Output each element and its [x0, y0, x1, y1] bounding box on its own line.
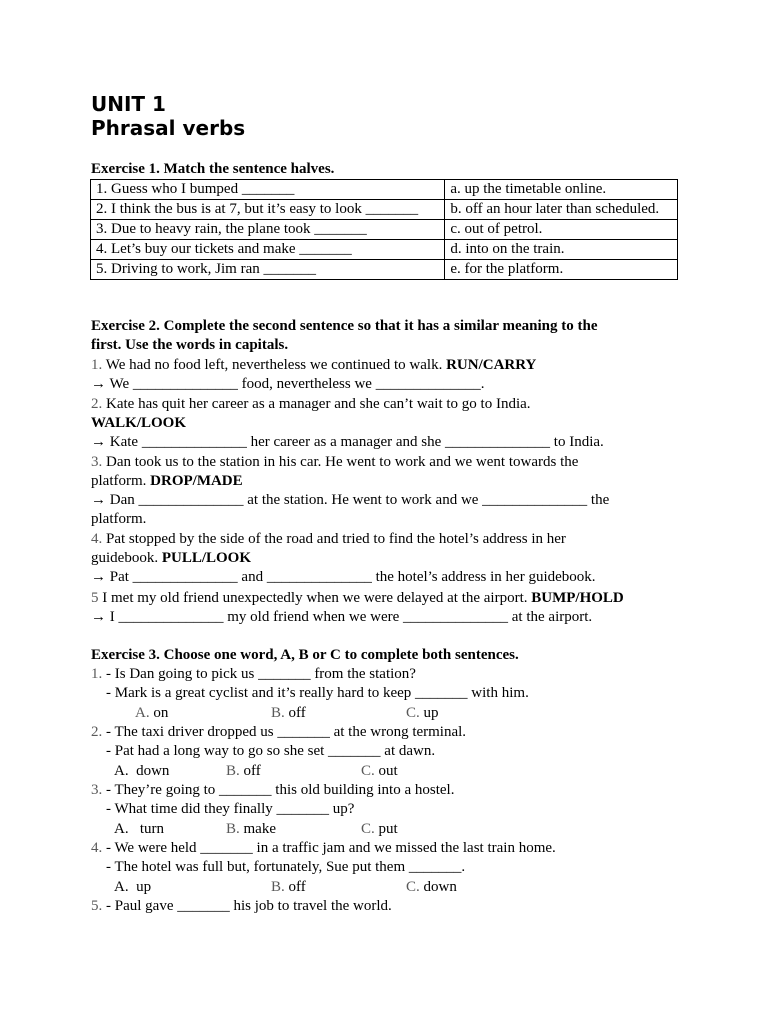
option-c[interactable]: C. out — [361, 763, 398, 779]
item-sentence: platform. — [91, 473, 147, 489]
arrow-icon: → — [91, 569, 106, 585]
item-number: 3. — [91, 454, 103, 470]
ex3-item-1 — [91, 665, 678, 684]
ex3-heading — [91, 646, 678, 665]
ex2-item-3-cont — [91, 472, 678, 491]
item-key-words: RUN/CARRY — [446, 357, 537, 373]
item-key-words: PULL/LOOK — [161, 550, 252, 566]
ex3-item-2 — [91, 723, 678, 742]
ex2-answer-1 — [91, 375, 678, 394]
option-a[interactable]: A. turn — [114, 821, 165, 837]
ex3-label: Exercise 3. — [91, 647, 160, 663]
ex3-item-3 — [91, 781, 678, 800]
match-right-cell: e. for the platform. — [445, 260, 678, 280]
item-sentence: Pat stopped by the side of the road and tried to find the hotel’s address in her — [106, 531, 566, 547]
match-left-cell: 4. Let’s buy our tickets and make _______ — [91, 240, 445, 260]
ex3-item-4 — [91, 839, 678, 858]
option-c[interactable]: C. down — [406, 879, 457, 895]
answer-line-cont: platform. — [91, 511, 147, 527]
item-number: 2. — [91, 724, 103, 740]
ex2-item-5 — [91, 589, 678, 608]
item-sentence: guidebook. — [91, 550, 159, 566]
option-b[interactable]: B. off — [226, 763, 261, 779]
match-left-cell: 2. I think the bus is at 7, but it’s easy to look _______ — [91, 200, 445, 220]
option-c[interactable]: C. put — [361, 821, 398, 837]
table-row — [91, 240, 678, 260]
item-number: 3. — [91, 782, 103, 798]
item-sentence: I met my old friend unexpectedly when we were delayed at the airport. — [102, 590, 528, 606]
match-left-cell: 3. Due to heavy rain, the plane took _______ — [91, 220, 445, 240]
item-sentence: - Is Dan going to pick us _______ from the station? — [106, 666, 416, 682]
ex2-item-1 — [91, 356, 678, 375]
ex2-item-4-cont — [91, 549, 678, 568]
ex2-heading — [91, 317, 678, 336]
ex2-answer-2 — [91, 433, 678, 452]
match-left-cell: 1. Guess who I bumped _______ — [91, 180, 445, 200]
item-sentence: - Mark is a great cyclist and it’s really hard to keep _______ with him. — [106, 685, 529, 701]
answer-line[interactable]: I ______________ my old friend when we were ______________ at the airport. — [109, 609, 593, 625]
ex2-answer-4 — [91, 568, 678, 587]
item-number: 5. — [91, 898, 103, 914]
ex1-instruction: Match the sentence halves. — [163, 161, 335, 177]
item-sentence: Dan took us to the station in his car. He went to work and we went towards the — [106, 454, 579, 470]
option-b[interactable]: B. make — [226, 821, 276, 837]
arrow-icon: → — [91, 376, 106, 392]
item-number: 5 — [91, 590, 99, 606]
item-sentence: We had no food left, nevertheless we continued to walk. — [105, 357, 443, 373]
unit-subtitle: Phrasal verbs — [91, 116, 246, 140]
ex2-instruction-1: Complete the second sentence so that it has a similar meaning to the — [163, 318, 598, 334]
table-row — [91, 200, 678, 220]
answer-line[interactable]: Pat ______________ and ______________ the hotel’s address in her guidebook. — [109, 569, 596, 585]
option-a[interactable]: A. down — [114, 763, 170, 779]
match-right-cell: d. into on the train. — [445, 240, 678, 260]
answer-line[interactable]: We ______________ food, nevertheless we ______________. — [109, 376, 485, 392]
item-key-words: WALK/LOOK — [91, 415, 187, 431]
match-right-cell: a. up the timetable online. — [445, 180, 678, 200]
answer-line[interactable]: Dan ______________ at the station. He went to work and we ______________ the — [109, 492, 610, 508]
item-number: 4. — [91, 531, 103, 547]
item-sentence: - The taxi driver dropped us _______ at the wrong terminal. — [106, 724, 467, 740]
item-key-words: BUMP/HOLD — [531, 590, 624, 606]
item-number: 4. — [91, 840, 103, 856]
table-row — [91, 260, 678, 280]
option-a[interactable]: A. up — [114, 879, 152, 895]
answer-line[interactable]: Kate ______________ her career as a manager and she ______________ to India. — [109, 434, 604, 450]
ex2-instruction-2: first. Use the words in capitals. — [91, 337, 289, 353]
match-table — [90, 179, 678, 280]
ex2-item-3 — [91, 453, 678, 472]
item-sentence: - What time did they finally _______ up? — [106, 801, 355, 817]
ex2-answer-5 — [91, 608, 678, 627]
item-sentence: - We were held _______ in a traffic jam and we missed the last train home. — [106, 840, 556, 856]
ex2-answer-3 — [91, 491, 678, 510]
option-a[interactable]: A. on — [135, 705, 169, 721]
arrow-icon: → — [91, 434, 106, 450]
item-key-words: DROP/MADE — [150, 473, 243, 489]
item-sentence: - Paul gave _______ his job to travel the world. — [106, 898, 392, 914]
match-right-cell: c. out of petrol. — [445, 220, 678, 240]
match-right-cell: b. off an hour later than scheduled. — [445, 200, 678, 220]
ex1-label: Exercise 1. — [91, 161, 160, 177]
option-c[interactable]: C. up — [406, 705, 439, 721]
table-row — [91, 180, 678, 200]
table-row — [91, 220, 678, 240]
item-sentence: Kate has quit her career as a manager and she can’t wait to go to India. — [106, 396, 531, 412]
item-sentence: - They’re going to _______ this old building into a hostel. — [106, 782, 455, 798]
ex3-instruction: Choose one word, A, B or C to complete both sentences. — [163, 647, 519, 663]
ex3-item-5 — [91, 897, 678, 916]
unit-title: UNIT 1 — [91, 92, 166, 116]
option-b[interactable]: B. off — [271, 879, 306, 895]
match-left-cell: 5. Driving to work, Jim ran _______ — [91, 260, 445, 280]
ex2-label: Exercise 2. — [91, 318, 160, 334]
ex1-heading — [91, 160, 678, 179]
item-sentence: - Pat had a long way to go so she set _______ at dawn. — [106, 743, 436, 759]
arrow-icon: → — [91, 609, 106, 625]
item-number: 1. — [91, 666, 103, 682]
arrow-icon: → — [91, 492, 106, 508]
item-sentence: - The hotel was full but, fortunately, Sue put them _______. — [106, 859, 466, 875]
ex2-item-2 — [91, 395, 678, 414]
item-number: 2. — [91, 396, 103, 412]
item-number: 1. — [91, 357, 103, 373]
option-b[interactable]: B. off — [271, 705, 306, 721]
ex2-item-4 — [91, 530, 678, 549]
